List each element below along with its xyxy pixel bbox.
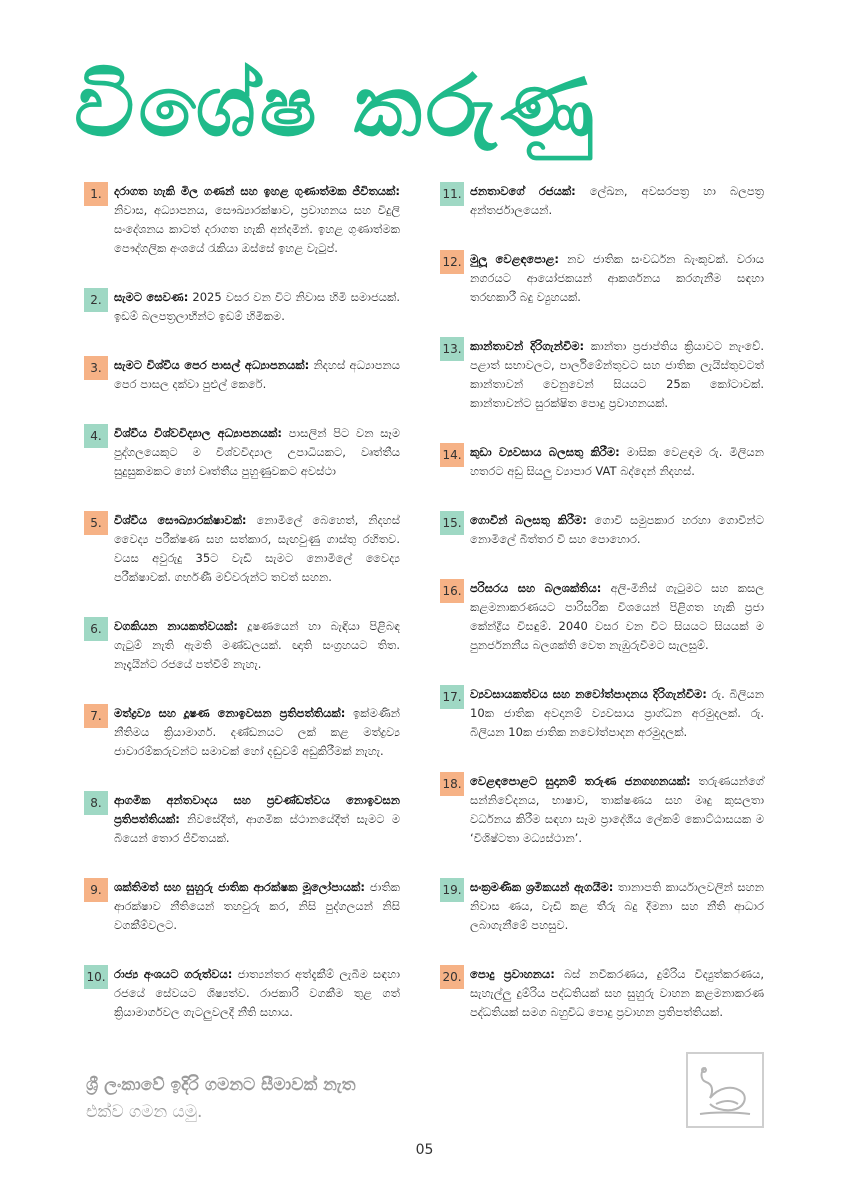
list-item	[440, 443, 764, 481]
item-heading: මුලූ වෙළඳපොළ:	[470, 252, 560, 266]
list-item	[440, 182, 764, 220]
item-body: 2025 වසර වන විට නිවාස හිමි සමාජයක්. ඉඩම් බලපත්‍රලාභීන්ට ඉඩම් හිමිකම.	[114, 290, 400, 323]
item-heading: සැමට සෙවණ:	[114, 290, 189, 304]
list-item	[440, 579, 764, 655]
item-number-badge: 8.	[84, 791, 108, 815]
item-number-badge: 6.	[84, 617, 108, 641]
item-number-badge: 19.	[440, 878, 464, 902]
item-body: රු. බිලියන 10ක ජාතික අවදානම් ව්‍යවසාය ප්‍රාග්ධන අරමුදලක්. රු. බිලියන 10ක ජාතික නවෝත්පාදන අරමුදලක්.	[470, 687, 764, 739]
list-item	[84, 878, 400, 935]
item-number-badge: 9.	[84, 878, 108, 902]
item-heading: සැමට විශ්වීය පෙර පාසල් අධ්‍යාපනයක්:	[114, 358, 310, 372]
item-body: ඉක්මණින් නීතිමය ක්‍රියාමාර්ග. දණ්ඩනයට ලක් කළ මත්ද්‍රව්‍ය ජාවාරම්කරුවන්ට සමාවක් හෝ දඬුවම් අඩුකිරීමක් නැහැ.	[114, 706, 400, 758]
list-item	[84, 288, 400, 326]
item-heading: ශක්තිමත් සහ සුහුරු ජාතික ආරක්ෂක මූලෝපායක්:	[114, 880, 365, 894]
item-body: දූෂණයෙන් හා බැඳියා පිළිබඳ ගැටුම් නැති ඇමති මණ්ඩලයක්. ඥාති සංග්‍රහයට තිත. නෑදෑයින්ට රජයේ පත්වීම් නැහැ.	[114, 619, 400, 671]
item-number-badge: 7.	[84, 704, 108, 728]
item-body: තානාපති කාර්යාලවලින් සහන නිවාස ණය, වැඩි කළ තීරු බදු දීමනා සහ නීති ආධාර ලබාගැනීමේ පහසුව.	[470, 880, 764, 932]
item-text	[114, 617, 400, 674]
item-body: ජාතික ආරක්ෂාව නීතියෙන් තහවුරු කර, නිසි පුද්ගලයන් නිසි වගකීම්වලට.	[114, 880, 400, 932]
item-body: නිවාස, අධ්‍යාපනය, සෞඛ්‍යාරක්ෂාව, ප්‍රවාහනය සහ විදුලි සංදේශනය කාටත් දරාගත හැකි අන්දමින්. ඉහළ ගුණාත්මක පෞද්ගලික අංශයේ රැකියා ඔස්සේ ඉහළ වැටුප්.	[114, 203, 400, 255]
item-number-badge: 5.	[84, 511, 108, 535]
item-text	[470, 685, 764, 742]
item-text	[470, 878, 764, 935]
item-body: මාසික වෙළඳාම රු. මිලියන හතරට අඩු සියලු ව්‍යාපාර VAT බද්දෙන් නිදහස්.	[470, 445, 764, 478]
item-body: බස් නවීකරණය, දුම්රිය විද්‍යුත්කරණය, සැහැල්ලු දුම්රිය පද්ධතියක් සහ සුහුරු වාහන කළමනාකරණ පද්ධතියක් සමග බහුවිධ පොදු ප්‍රවාහන ප්‍රතිපත්තියක්.	[470, 967, 764, 1019]
item-body: නිවසේදීත්, ආගමික ස්ථානයේදීත් සැමට ම බියෙන් තොර ජීවිතයක්.	[114, 812, 400, 845]
points-column-right	[440, 182, 764, 1052]
item-body: අලි-මිනිස් ගැටුමට සහ කසල කළමනාකරණයට පාරිසරික විශයෙන් පිළිගත හැකි ප්‍රජා කේන්ද්‍රීය විසඳුම්. 2040 වසර වන විට සියයට සියයක් ම පුනර්ජනනීය බලශක්ති වෙත නැඹුරුවීමට සැලසුම්.	[470, 581, 764, 652]
item-text	[114, 511, 400, 587]
item-text	[114, 182, 400, 258]
item-heading: විශ්වීය සෞඛ්‍යාරක්ෂාවක්:	[114, 513, 247, 527]
item-heading: ව්‍යවසායකත්වය සහ නවෝත්පාදනය දිරිගැන්වීම:	[470, 687, 707, 701]
points-column-left	[84, 182, 400, 1052]
slogan	[86, 1072, 356, 1126]
item-heading: ජනතාවගේ රජයක්:	[470, 184, 576, 198]
item-text	[470, 182, 764, 220]
item-number-badge: 12.	[440, 250, 464, 274]
item-number-badge: 20.	[440, 965, 464, 989]
item-number-badge: 3.	[84, 356, 108, 380]
item-number-badge: 18.	[440, 772, 464, 796]
list-item	[440, 965, 764, 1022]
item-number-badge: 15.	[440, 511, 464, 535]
item-heading: ආගමික අන්තවාදය සහ ප්‍රචණ්ඩත්වය නොඉවසන ප්‍රතිපත්තියක්:	[114, 793, 400, 826]
item-number-badge: 13.	[440, 337, 464, 361]
item-text	[114, 704, 400, 761]
page-title: විශේෂ කරුණු	[74, 57, 599, 155]
list-item	[440, 511, 764, 549]
item-body: නව ජාතික සංවර්ධන බැංකුවක්. වරාය නගරයට ආයෝජකයන් ආකර්ශනය කරගැනීම සඳහා තරඟකාරී බදු ව්‍යුහයක්.	[470, 252, 764, 304]
item-number-badge: 14.	[440, 443, 464, 467]
item-number-badge: 17.	[440, 685, 464, 709]
list-item	[84, 511, 400, 587]
list-item	[440, 685, 764, 742]
list-item	[84, 704, 400, 761]
item-text	[114, 424, 400, 481]
item-text	[114, 965, 400, 1022]
list-item	[440, 772, 764, 848]
item-heading: වෙළඳපොළට සුදානම් තරුණ ජනගහනයක්:	[470, 774, 691, 788]
page-number: 05	[415, 1142, 434, 1158]
item-heading: කාන්තාවන් දිරිගැන්වීම:	[470, 339, 585, 353]
list-item	[84, 791, 400, 848]
item-text	[114, 356, 400, 394]
list-item	[440, 337, 764, 413]
slogan-line-1: ශ්‍රී ලංකාවේ ඉදිරි ගමනට සීමාවක් නැත	[86, 1075, 356, 1095]
slogan-line-2: එක්ව ගමන යමු.	[86, 1102, 203, 1122]
list-item	[440, 250, 764, 307]
item-number-badge: 10.	[84, 965, 108, 989]
item-text	[470, 579, 764, 655]
item-heading: රාජ්‍ය අංශයට ගරුත්වය:	[114, 967, 233, 981]
item-body: නිදහස් අධ්‍යාපනය පෙර පාසල දක්වා පුළුල් කෙරේ.	[114, 358, 400, 391]
item-body: තරුණයන්ගේ සන්නිවේදනය, භාෂාව, තාක්ෂණය සහ මෘදු කුසලතා වර්ධනය කිරීම සඳහා සෑම ප්‍රාදේශීය ලේකම් කොට්ඨාසයක ම ‘විශිෂ්ටතා මධ්‍යස්ථාන’.	[470, 774, 764, 845]
item-heading: පොදු ප්‍රවාහනය:	[470, 967, 555, 981]
item-body: කාන්තා ප්‍රජාප්තිය ක්‍රියාවට නැංවේ. පළාත් සභාවලට, පාර්ලිමේන්තුවට සහ ජාතික ලැයිස්තුවටත් කාන්තාවන් වෙනුවෙන් සියයට 25ක කෝටාවක්. කාන්තාවන්ට සුරක්ෂිත පොදු ප්‍රවාහනයක්.	[470, 339, 764, 410]
item-body: ජාත්‍යන්තර අත්දැකීම් ලැබීම සඳහා රජයේ සේවයට ශිෂ්‍යත්ව. රාජකාරි වගකීම තුළ ගත් ක්‍රියාමාර්ගවල ගැටලුවලදී නීති සහාය.	[114, 967, 400, 1019]
item-number-badge: 11.	[440, 182, 464, 206]
list-item	[84, 182, 400, 258]
list-item	[84, 965, 400, 1022]
item-heading: ගොවීන් බලසතු කිරීම:	[470, 513, 587, 527]
item-body: නොමිලේ බෙහෙත්, නිදහස් වෛද්‍ය පරීක්ෂණ සහ සත්කාර, සැඟවුණු ගාස්තු රහිතව. වයස අවුරුදු 35ට වැඩි සැමට නොමිලේ වෛද්‍ය පරීක්ෂාවක්. ගර්භණී මව්වරුන්ට තවත් සහන.	[114, 513, 400, 584]
item-heading: මත්ද්‍රව්‍ය සහ දූෂණ නොඉවසන ප්‍රතිපත්තියක්:	[114, 706, 346, 720]
item-heading: දරාගත හැකි මිල ගණන් සහ ඉහළ ගුණාත්මක ජීවිතයක්:	[114, 184, 400, 198]
item-heading: වගකියන නායකත්වයක්:	[114, 619, 238, 633]
item-number-badge: 16.	[440, 579, 464, 603]
list-item	[84, 356, 400, 394]
item-heading: කුඩා ව්‍යවසාය බලසතු කිරීම:	[470, 445, 620, 459]
item-heading: සංක්‍රමණික ශ්‍රමිකයන් ඇගයීම:	[470, 880, 614, 894]
item-number-badge: 4.	[84, 424, 108, 448]
list-item	[84, 424, 400, 481]
item-body: පාසලින් පිට වන සෑම පුද්ගලයෙකුට ම විශ්වවිද්‍යාල උපාධියකට, වෘත්තීය සුදුසුකමකට හෝ වෘත්තීය පුහුණුවකට අවස්ථා	[114, 426, 400, 478]
item-text	[470, 337, 764, 413]
item-heading: විශ්වීය විශ්වවිද්‍යාල අධ්‍යාපනයක්:	[114, 426, 282, 440]
list-item	[84, 617, 400, 674]
item-text	[470, 443, 764, 481]
item-heading: පරිසරය සහ බලශක්තිය:	[470, 581, 602, 595]
item-text	[114, 288, 400, 326]
swan-logo-icon	[686, 1052, 764, 1128]
item-text	[470, 772, 764, 848]
list-item	[440, 878, 764, 935]
item-number-badge: 1.	[84, 182, 108, 206]
item-text	[470, 250, 764, 307]
item-text	[114, 878, 400, 935]
item-number-badge: 2.	[84, 288, 108, 312]
item-text	[470, 511, 764, 549]
item-text	[114, 791, 400, 848]
item-body: ගොවි සමුපකාර හරහා ගොවීන්ට නොමිලේ බීත්තර වී සහ පොහොර.	[470, 513, 764, 546]
item-text	[470, 965, 764, 1022]
item-body: ලේඛන, අවසරපත්‍ර හා බලපත්‍ර අන්තර්ජාලයෙන්.	[470, 184, 764, 217]
